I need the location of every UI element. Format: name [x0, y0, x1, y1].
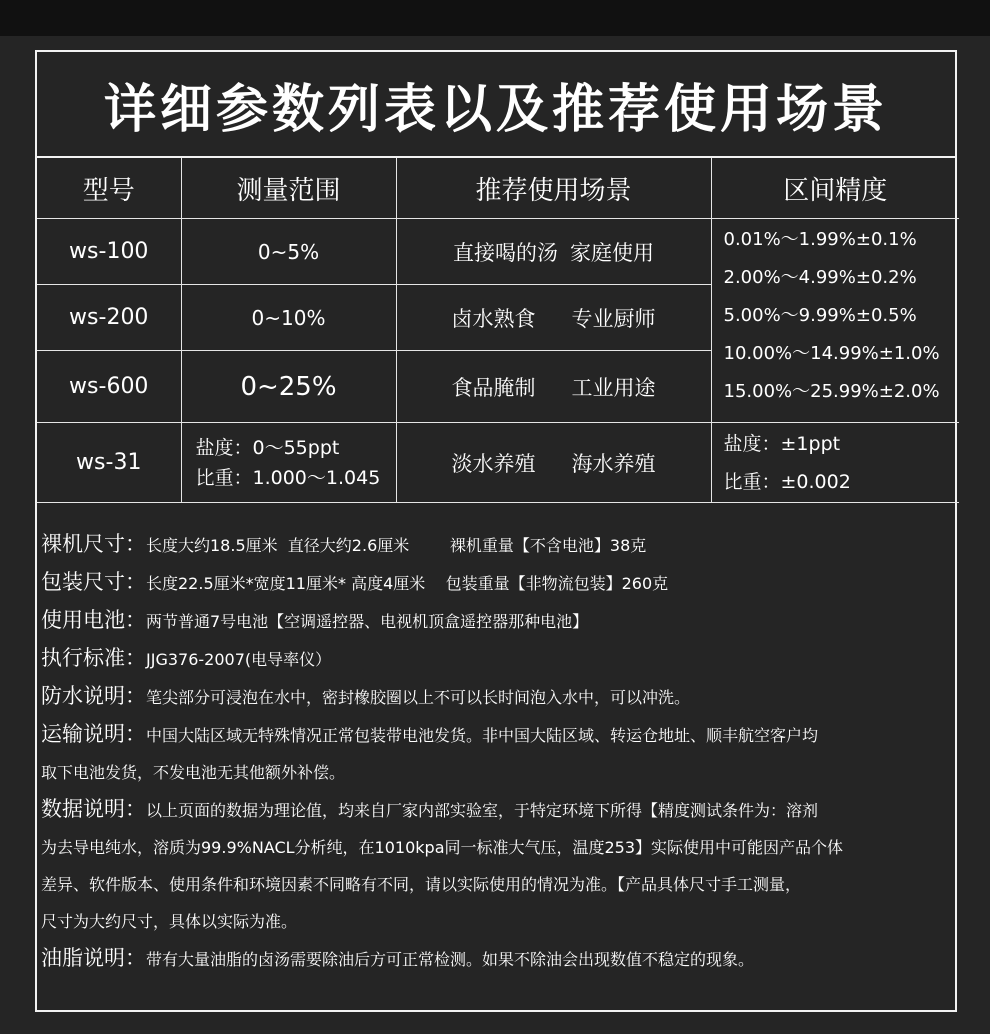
precision-cell — [711, 219, 959, 423]
detail-data — [41, 791, 953, 829]
header-model: 型号 — [37, 158, 181, 219]
table-row — [37, 423, 959, 503]
detail-text: 中国大陆区域无特殊情况正常包装带电池发货。非中国大陆区域、转运仓地址、顺丰航空客户均 — [146, 726, 819, 745]
detail-data-cont: 差异、软件版本、使用条件和环境因素不同略有不同，请以实际使用的情况为准。【产品具体尺寸手工测量， — [41, 875, 802, 894]
parameter-panel — [35, 50, 957, 1012]
scene-cell — [396, 423, 711, 503]
detail-label: 油脂说明： — [41, 946, 146, 970]
detail-shipping-cont: 取下电池发货，不发电池无其他额外补偿。 — [41, 763, 346, 782]
model-cell: ws-200 — [37, 285, 181, 351]
scene-cell — [396, 285, 711, 351]
detail-text: 笔尖部分可浸泡在水中，密封橡胶圈以上不可以长时间泡入水中，可以冲洗。 — [146, 688, 691, 707]
detail-battery — [41, 602, 953, 640]
precision-line: 0.01%～1.99%±0.1% — [723, 229, 917, 250]
precision-line: 盐度：±1ppt — [723, 432, 841, 455]
detail-shipping — [41, 716, 953, 754]
detail-grease — [41, 940, 953, 978]
range-cell: 0~5% — [181, 219, 396, 285]
header-range: 测量范围 — [181, 158, 396, 219]
header-scene: 推荐使用场景 — [396, 158, 711, 219]
scene-a: 卤水熟食 — [451, 306, 536, 331]
detail-data-cont: 尺寸为大约尺寸，具体以实际为准。 — [41, 912, 298, 931]
precision-line: 比重：±0.002 — [723, 470, 851, 493]
range-line: 比重：1.000～1.045 — [195, 466, 381, 489]
detail-text: 长度大约18.5厘米 直径大约2.6厘米 裸机重量【不含电池】38克 — [146, 536, 647, 555]
detail-size — [41, 526, 953, 564]
precision-line: 15.00%～25.99%±2.0% — [723, 381, 940, 402]
scene-a: 直接喝的汤 — [453, 240, 558, 265]
detail-text: 两节普通7号电池【空调遥控器、电视机顶盒遥控器那种电池】 — [146, 612, 589, 631]
table-header-row — [37, 158, 959, 219]
scene-b: 家庭使用 — [570, 240, 654, 265]
scene-b: 专业厨师 — [571, 306, 656, 331]
detail-text: 长度22.5厘米*宽度11厘米* 高度4厘米 包装重量【非物流包装】260克 — [146, 574, 669, 593]
scene-a: 淡水养殖 — [451, 451, 536, 476]
precision-line: 5.00%～9.99%±0.5% — [723, 305, 917, 326]
top-bar — [0, 0, 990, 36]
detail-label: 执行标准： — [41, 646, 146, 670]
precision-cell — [711, 423, 959, 503]
precision-line: 2.00%～4.99%±0.2% — [723, 267, 917, 288]
scene-b: 海水养殖 — [571, 451, 656, 476]
range-cell: 0~25% — [181, 351, 396, 423]
detail-label: 运输说明： — [41, 722, 146, 746]
detail-text: 带有大量油脂的卤汤需要除油后方可正常检测。如果不除油会出现数值不稳定的现象。 — [146, 950, 755, 969]
precision-line: 10.00%～14.99%±1.0% — [723, 343, 940, 364]
detail-package — [41, 564, 953, 602]
model-cell: ws-600 — [37, 351, 181, 423]
detail-text: JJG376-2007(电导率仪） — [146, 650, 332, 669]
detail-label: 使用电池： — [41, 608, 146, 632]
page-title: 详细参数列表以及推荐使用场景 — [37, 52, 955, 158]
scene-cell — [396, 351, 711, 423]
table-row — [37, 219, 959, 285]
detail-data-cont: 为去导电纯水，溶质为99.9%NACL分析纯，在1010kpa同一标准大气压，温度253】实际使用中可能因产品个体 — [41, 838, 844, 857]
model-cell: ws-31 — [37, 423, 181, 503]
scene-cell — [396, 219, 711, 285]
detail-waterproof — [41, 678, 953, 716]
detail-label: 裸机尺寸： — [41, 532, 146, 556]
model-cell: ws-100 — [37, 219, 181, 285]
scene-a: 食品腌制 — [451, 375, 536, 400]
detail-label: 包装尺寸： — [41, 570, 146, 594]
detail-label: 防水说明： — [41, 684, 146, 708]
detail-text: 以上页面的数据为理论值，均来自厂家内部实验室，于特定环境下所得【精度测试条件为：溶剂 — [146, 801, 819, 820]
range-cell: 0~10% — [181, 285, 396, 351]
parameter-table — [37, 158, 959, 503]
range-cell — [181, 423, 396, 503]
detail-label: 数据说明： — [41, 797, 146, 821]
header-precision: 区间精度 — [711, 158, 959, 219]
detail-standard — [41, 640, 953, 678]
range-line: 盐度：0～55ppt — [195, 436, 340, 459]
details-list — [41, 526, 953, 978]
scene-b: 工业用途 — [571, 375, 656, 400]
